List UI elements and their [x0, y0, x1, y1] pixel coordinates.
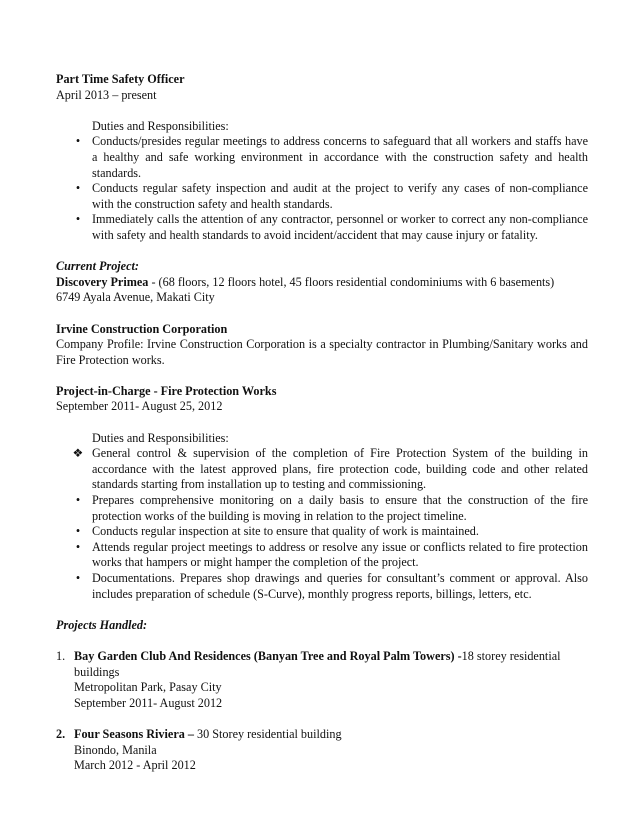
project-location: Metropolitan Park, Pasay City: [74, 680, 222, 695]
project-desc: 18 storey residential buildings: [74, 648, 561, 679]
projects-list: [56, 649, 588, 774]
job2-duties-list: [56, 446, 588, 602]
job1-duties-list: [56, 134, 588, 243]
list-item: • Attends regular project meetings to address or resolve any issue or conflicts related to fire protection works that hampers or might hamper the completion of the project.: [92, 540, 588, 571]
current-project-line: [56, 275, 588, 291]
project-period: March 2012 - April 2012: [74, 758, 196, 773]
project-name: Four Seasons Riviera –: [74, 726, 194, 741]
project-item: [56, 727, 588, 774]
project-item: [56, 649, 588, 711]
job2-duties-label: Duties and Responsibilities:: [92, 430, 229, 445]
list-item: • Conducts/presides regular meetings to address concerns to safeguard that all workers and staffs have a healthy and safe working environment in accordance with the construction safety and health standards.: [92, 134, 588, 181]
current-project-name: Discovery Primea: [56, 274, 149, 289]
current-project-desc: - (68 floors, 12 floors hotel, 45 floors residential condominiums with 6 basements): [148, 274, 555, 289]
resume-content: [56, 72, 588, 774]
company-profile: [56, 337, 588, 368]
project-number: 1.: [56, 648, 66, 663]
project-location: Binondo, Manila: [74, 742, 157, 757]
bullet-dot-icon: •: [75, 571, 81, 585]
bullet-dot-icon: •: [75, 212, 81, 227]
project-name: Bay Garden Club And Residences (Banyan Tree and Royal Palm Towers) -: [74, 648, 462, 663]
job1-duties-label: Duties and Responsibilities:: [92, 118, 229, 133]
job1-title: Part Time Safety Officer: [56, 72, 185, 86]
project-desc: 30 Storey residential building: [193, 726, 342, 741]
company-profile-text: Irvine Construction Corporation is a specialty contractor in Plumbing/Sanitary works and Fire Protection works.: [56, 337, 588, 367]
bullet-dot-icon: •: [75, 181, 81, 196]
bullet-dot-icon: •: [75, 539, 81, 554]
job1-period: April 2013 – present: [56, 87, 157, 102]
list-item: • Documentations. Prepares shop drawings and queries for consultant’s comment or approval. Also includes preparation of schedule (S-Curve), monthly progress reports, billings, letters, etc.: [92, 571, 588, 602]
bullet-dot-icon: •: [75, 134, 81, 149]
diamond-bullet-icon: ❖: [72, 446, 84, 461]
current-project-heading: Current Project:: [56, 259, 139, 274]
job2-title: Project-in-Charge - Fire Protection Works: [56, 383, 277, 398]
project-number: 2.: [56, 726, 66, 741]
job2-period: September 2011- August 25, 2012: [56, 399, 223, 414]
list-item: • Conducts regular inspection at site to ensure that quality of work is maintained.: [92, 524, 588, 540]
list-item: • Immediately calls the attention of any contractor, personnel or worker to correct any non-compliance with safety and health standards to avoid incident/accident that may cause injury or fatality.: [92, 212, 588, 243]
current-project-address: 6749 Ayala Avenue, Makati City: [56, 290, 215, 305]
list-item: • Conducts regular safety inspection and audit at the project to verify any cases of non-compliance with the construction safety and health standards.: [92, 181, 588, 212]
company-profile-label: Company Profile:: [56, 337, 144, 352]
company-name: Irvine Construction Corporation: [56, 321, 228, 336]
list-item: • Prepares comprehensive monitoring on a daily basis to ensure that the construction of the fire protection works of the building is moving in relation to the project timeline.: [92, 493, 588, 524]
bullet-dot-icon: •: [75, 493, 81, 508]
projects-heading: Projects Handled:: [56, 617, 148, 632]
list-item: ❖ General control & supervision of the completion of Fire Protection System of the building in accordance with the latest approved plans, fire protection code, building code and other related standards starting from installation up to testing and commissioning.: [72, 446, 588, 492]
bullet-dot-icon: •: [75, 524, 81, 539]
project-period: September 2011- August 2012: [74, 695, 223, 710]
